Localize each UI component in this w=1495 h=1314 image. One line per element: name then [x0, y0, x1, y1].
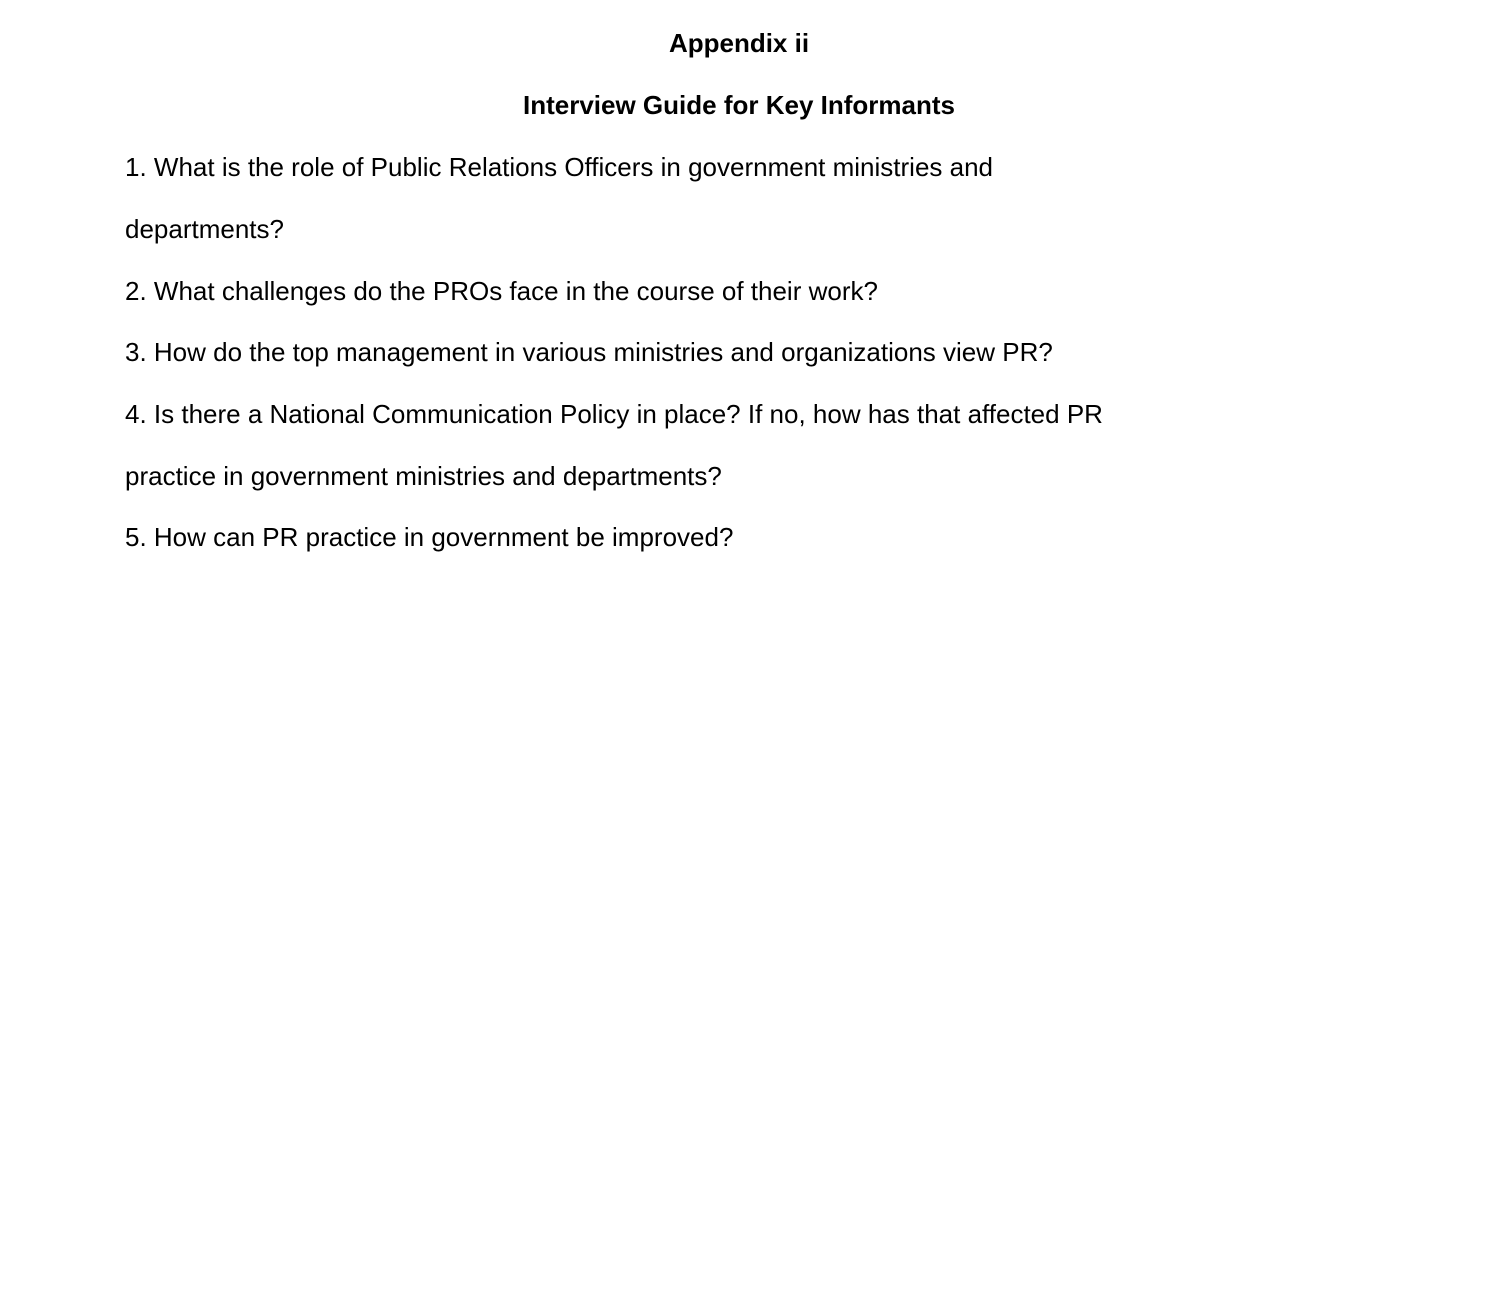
question-4-line-1: 4. Is there a National Communication Policy in place? If no, how has that affected PR — [125, 399, 1103, 429]
question-5: 5. How can PR practice in government be improved? — [125, 522, 734, 552]
guide-title: Interview Guide for Key Informants — [523, 90, 955, 120]
appendix-title: Appendix ii — [668, 28, 810, 58]
question-1-line-1: 1. What is the role of Public Relations Officers in government ministries and — [125, 152, 994, 182]
question-4-line-2: practice in government ministries and departments? — [125, 461, 722, 491]
question-3: 3. How do the top management in various ministries and organizations view PR? — [125, 337, 1053, 367]
question-1-line-2: departments? — [125, 214, 284, 244]
question-2: 2. What challenges do the PROs face in the course of their work? — [125, 276, 878, 306]
